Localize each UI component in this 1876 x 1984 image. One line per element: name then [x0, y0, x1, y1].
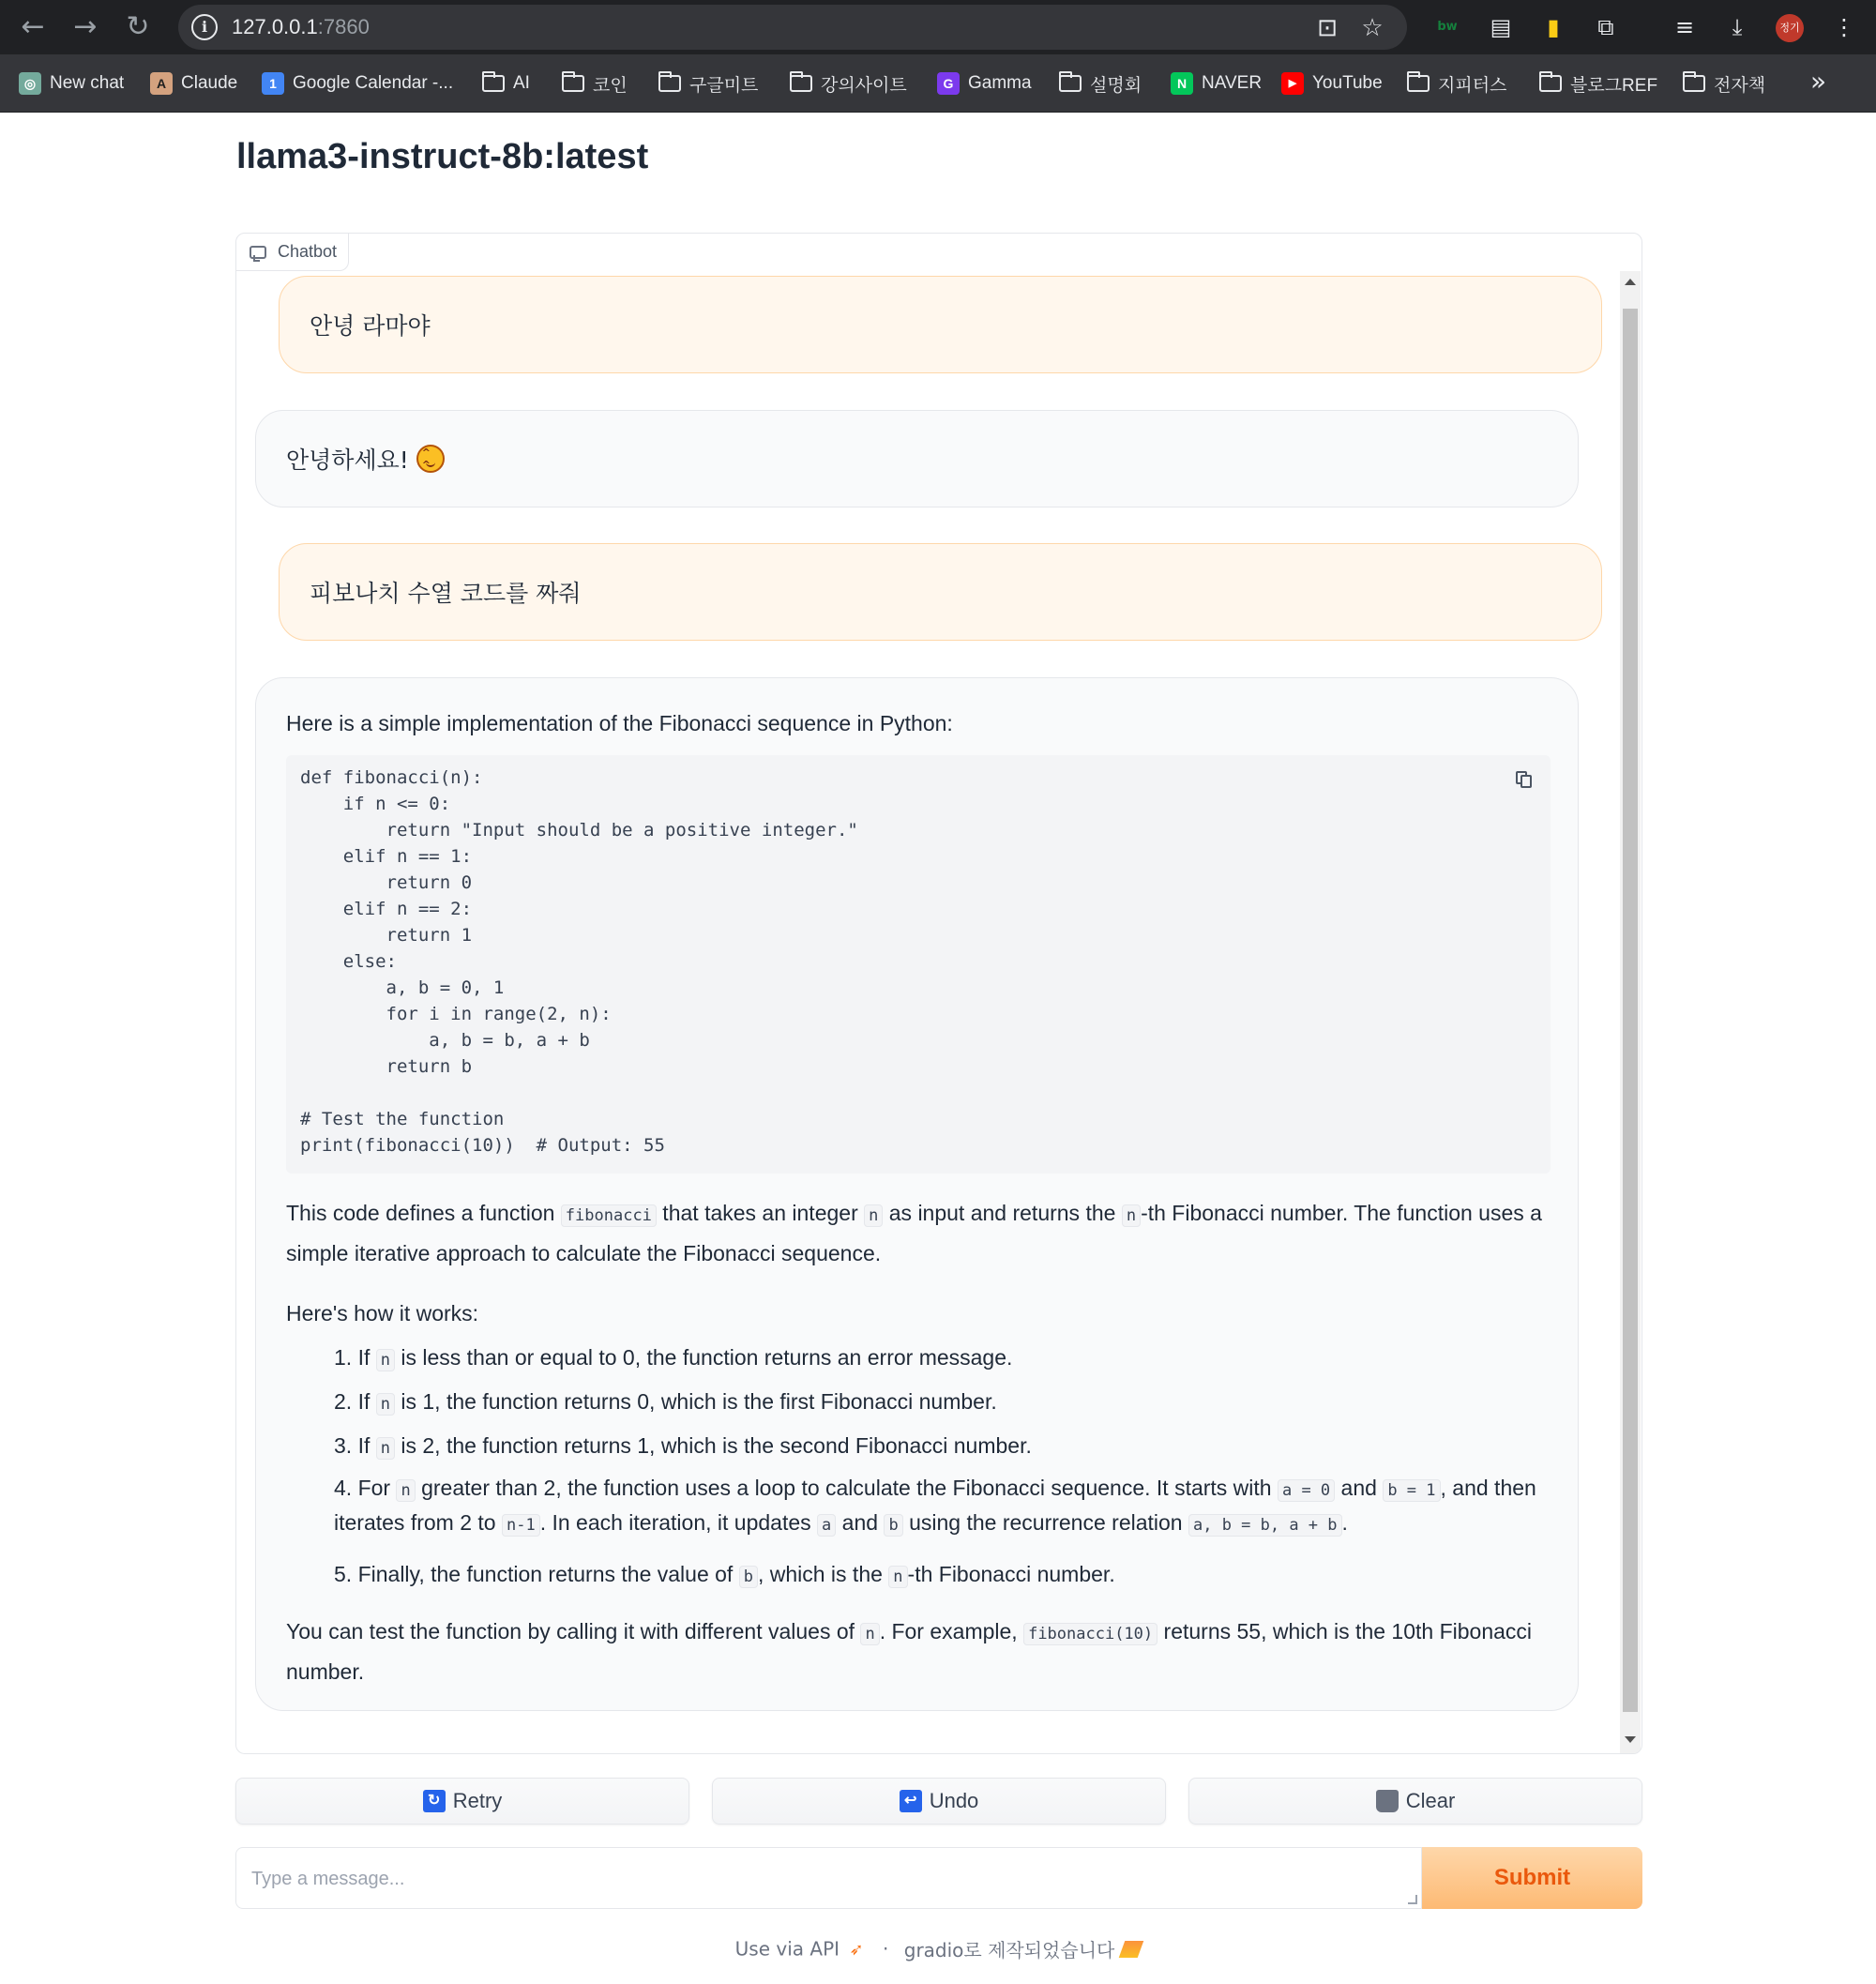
- user-message: 피보나치 수열 코드를 짜줘: [279, 543, 1602, 641]
- user-message: 안녕 라마야: [279, 276, 1602, 373]
- folder-icon: [1683, 75, 1705, 92]
- bookmark-star-icon[interactable]: ☆: [1361, 14, 1384, 42]
- profile-avatar[interactable]: 정기: [1776, 14, 1804, 42]
- scroll-down-arrow-icon[interactable]: [1625, 1736, 1636, 1743]
- code-content: def fibonacci(n): if n <= 0: return "Input should be a positive integer." elif n == 1: return 0 elif n == 2: return 1 else: a, b = 0, 1 for i in range(2, n): a, b = b, a + b return b # Test the function print(fibonacci(10)) # Output: 55: [300, 767, 858, 1156]
- bookmark-folder-coin[interactable]: 코인: [562, 68, 628, 99]
- chat-bubble-icon: [250, 246, 266, 259]
- submit-button[interactable]: Submit: [1422, 1847, 1642, 1909]
- how-it-works-label: Here's how it works:: [286, 1301, 479, 1325]
- extension-printer-icon[interactable]: ▤: [1490, 14, 1512, 40]
- calendar-icon: 1: [262, 72, 284, 95]
- undo-button[interactable]: ↩ Undo: [712, 1778, 1166, 1825]
- copy-code-icon[interactable]: [1515, 770, 1534, 789]
- chatbot-panel: [235, 233, 1642, 1754]
- naver-icon: N: [1171, 72, 1193, 95]
- gamma-icon: G: [937, 72, 960, 95]
- extensions-puzzle-icon[interactable]: ⧉: [1597, 14, 1614, 40]
- bot-message: 안녕하세요! ^ ^: [255, 410, 1579, 507]
- openai-icon: ◎: [19, 72, 41, 95]
- reload-icon[interactable]: ↻: [126, 10, 150, 43]
- code-block: [286, 755, 1551, 1174]
- answer-paragraph: This code defines a function fibonacci that takes an integer n as input and returns the n -th Fibonacci number. The function uses a simple iterative approach to calculate the Fibonacci sequence.: [286, 1201, 1542, 1265]
- extension-yellow-icon[interactable]: ▮: [1547, 14, 1560, 40]
- list-item: 1. If n is less than or equal to 0, the function returns an error message.: [334, 1345, 1013, 1370]
- bookmark-folder-blog[interactable]: 블로그REF: [1539, 68, 1657, 99]
- answer-outro: You can test the function by calling it with different values of n . For example, fibonacci(10) returns 55, which is the 10th Fibonacci number.: [286, 1619, 1533, 1684]
- trash-icon: [1376, 1790, 1399, 1812]
- bookmark-folder-ebook[interactable]: 전자책: [1683, 68, 1765, 99]
- resize-handle-icon[interactable]: [1408, 1895, 1417, 1904]
- built-with-gradio-link[interactable]: gradio로 제작되었습니다: [903, 1939, 1115, 1961]
- list-item: 3. If n is 2, the function returns 1, which is the second Fibonacci number.: [334, 1433, 1032, 1458]
- folder-icon: [658, 75, 681, 92]
- scroll-up-arrow-icon[interactable]: [1625, 279, 1636, 285]
- use-via-api-link[interactable]: Use via API: [734, 1937, 840, 1961]
- bookmark-naver[interactable]: N NAVER: [1171, 68, 1262, 99]
- reading-list-icon[interactable]: ≡: [1674, 14, 1695, 40]
- list-item: 2. If n is 1, the function returns 0, which is the first Fibonacci number.: [334, 1389, 997, 1414]
- folder-icon: [1059, 75, 1082, 92]
- back-icon[interactable]: ←: [21, 10, 45, 43]
- menu-kebab-icon[interactable]: ⋮: [1833, 14, 1855, 40]
- bookmark-folder-meet[interactable]: 구글미트: [658, 68, 758, 99]
- retry-icon: ↻: [423, 1790, 446, 1812]
- site-info-icon[interactable]: i: [191, 14, 218, 40]
- bookmark-google-calendar[interactable]: 1 Google Calendar -...: [262, 68, 453, 99]
- bot-message-code-answer: [255, 677, 1579, 1711]
- undo-icon: ↩: [900, 1790, 922, 1812]
- download-icon[interactable]: ⤓: [1732, 14, 1743, 40]
- folder-icon: [1407, 75, 1430, 92]
- bookmark-youtube[interactable]: ▶ YouTube: [1281, 68, 1383, 99]
- bookmarks-overflow-icon[interactable]: »: [1810, 66, 1827, 97]
- bookmark-claude[interactable]: A Claude: [150, 68, 237, 99]
- chat-scrollbar[interactable]: [1620, 271, 1641, 1753]
- bookmarks-bar: [0, 54, 1876, 113]
- answer-intro: Here is a simple implementation of the Fibonacci sequence in Python:: [286, 711, 953, 735]
- bookmark-folder-lecture[interactable]: 강의사이트: [790, 68, 907, 99]
- page-title: llama3-instruct-8b:latest: [236, 137, 649, 176]
- youtube-icon: ▶: [1281, 72, 1304, 95]
- translate-icon[interactable]: ⊡: [1317, 14, 1338, 42]
- folder-icon: [482, 75, 505, 92]
- smiling-face-emoji-icon: [416, 445, 445, 473]
- scroll-thumb[interactable]: [1623, 309, 1638, 1712]
- message-input[interactable]: Type a message...: [235, 1847, 1422, 1909]
- forward-icon[interactable]: →: [73, 10, 98, 43]
- folder-icon: [790, 75, 812, 92]
- url-text[interactable]: 127.0.0.1:7860: [232, 15, 370, 38]
- bookmark-folder-seminar[interactable]: 설명회: [1059, 68, 1142, 99]
- bookmark-new-chat[interactable]: ◎ New chat: [19, 68, 124, 99]
- address-bar[interactable]: [178, 5, 1407, 50]
- anthropic-icon: A: [150, 72, 173, 95]
- folder-icon: [562, 75, 584, 92]
- chatbot-label: Chatbot: [236, 234, 349, 271]
- list-item: 4. For n greater than 2, the function uses a loop to calculate the Fibonacci sequence. It starts with a = 0 and b = 1 , and then iterates from 2 to n-1 . In each iteration, it updates a and b using the recurrence relation a, b = b, a + b .: [334, 1476, 1536, 1535]
- folder-icon: [1539, 75, 1562, 92]
- rocket-icon: ➶: [849, 1939, 864, 1960]
- bookmark-folder-ai[interactable]: AI: [482, 68, 530, 99]
- clear-button[interactable]: Clear: [1188, 1778, 1642, 1825]
- list-item: 5. Finally, the function returns the value of b , which is the n -th Fibonacci number.: [334, 1562, 1115, 1586]
- browser-toolbar: [0, 0, 1876, 54]
- retry-button[interactable]: ↻ Retry: [235, 1778, 689, 1825]
- extension-bw-icon[interactable]: bw: [1437, 20, 1458, 34]
- gradio-logo-icon: [1119, 1941, 1144, 1958]
- bookmark-folder-gpters[interactable]: 지피터스: [1407, 68, 1506, 99]
- footer: Use via API ➶ · gradio로 제작되었습니다: [0, 1935, 1876, 1962]
- bookmark-gamma[interactable]: G Gamma: [937, 68, 1032, 99]
